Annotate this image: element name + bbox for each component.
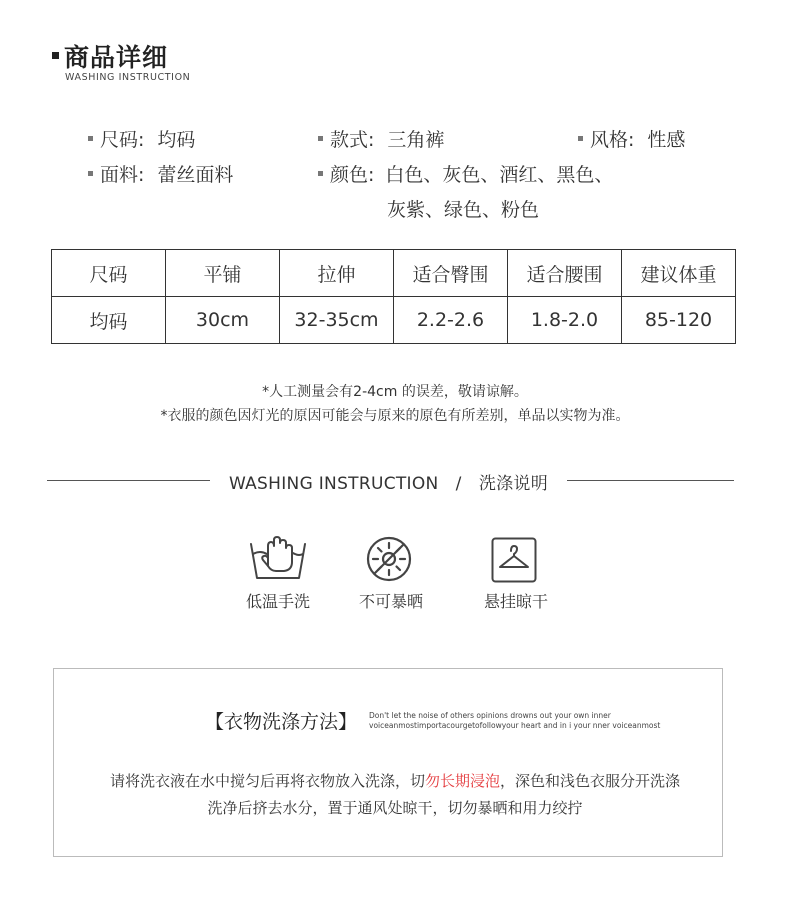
spec-fabric-key: 面料: bbox=[100, 164, 145, 186]
page-title: 商品详细 bbox=[64, 43, 169, 72]
spec-vibe-value: 性感 bbox=[647, 129, 686, 151]
spec-color bbox=[318, 160, 613, 187]
table-cell: 30cm bbox=[166, 297, 280, 344]
bullet-icon bbox=[318, 171, 323, 176]
measurement-note: *人工测量会有2-4cm 的误差，敬请谅解。 bbox=[262, 384, 528, 400]
spec-vibe bbox=[578, 125, 685, 152]
washing-method-line-2: 洗净后挤去水分，置于通风处晾干，切勿暴晒和用力绞拧 bbox=[207, 799, 583, 817]
spec-color-key: 颜色: bbox=[330, 164, 375, 186]
method-text-highlight: 勿长期浸泡 bbox=[424, 772, 500, 790]
divider-right bbox=[567, 480, 734, 481]
washing-method-english bbox=[369, 711, 660, 731]
bullet-icon bbox=[318, 136, 323, 141]
washing-method-box bbox=[53, 668, 723, 857]
title-marker bbox=[52, 52, 59, 59]
hang-dry-label: 悬挂晾干 bbox=[483, 592, 548, 611]
spec-color-value-line1: 白色、灰色、酒红、黑色、 bbox=[385, 164, 614, 186]
spec-fabric bbox=[88, 160, 233, 187]
table-cell: 2.2-2.6 bbox=[394, 297, 508, 344]
divider-left bbox=[47, 480, 210, 481]
method-text-post: ，深色和浅色衣服分开洗涤 bbox=[500, 772, 681, 790]
spec-style-value: 三角裤 bbox=[387, 129, 445, 151]
table-header-cell: 尺码 bbox=[52, 250, 166, 297]
table-header-cell: 适合臀围 bbox=[394, 250, 508, 297]
table-cell: 1.8-2.0 bbox=[508, 297, 622, 344]
spec-style-key: 款式: bbox=[330, 129, 375, 151]
no-sun-icon bbox=[366, 536, 412, 586]
table-header-cell: 平铺 bbox=[166, 250, 280, 297]
bullet-icon bbox=[578, 136, 583, 141]
table-cell: 32-35cm bbox=[280, 297, 394, 344]
spec-style bbox=[318, 125, 444, 152]
table-row bbox=[52, 297, 736, 344]
table-header-cell: 建议体重 bbox=[622, 250, 736, 297]
table-cell: 85-120 bbox=[622, 297, 736, 344]
english-line-2: voiceanmostimportacourgetofollowyour heart and in i your nner voiceanmost bbox=[369, 721, 661, 730]
no-sun-label: 不可暴晒 bbox=[358, 592, 423, 611]
page-subtitle: WASHING INSTRUCTION bbox=[65, 72, 191, 83]
bullet-icon bbox=[88, 136, 93, 141]
english-line-1: Don't let the noise of others opinions drowns out your own inner bbox=[369, 711, 611, 720]
spec-fabric-value: 蕾丝面料 bbox=[157, 164, 234, 186]
table-cell: 均码 bbox=[52, 297, 166, 344]
spec-color-value-line2: 灰紫、绿色、粉色 bbox=[387, 199, 540, 221]
hand-wash-icon bbox=[249, 536, 307, 586]
washing-method-line-1 bbox=[0, 770, 790, 791]
spec-size-value: 均码 bbox=[157, 129, 196, 151]
table-header-cell: 适合腰围 bbox=[508, 250, 622, 297]
washing-method-title: 【衣物洗涤方法】 bbox=[205, 711, 358, 733]
washing-title: WASHING INSTRUCTION / 洗涤说明 bbox=[228, 474, 549, 494]
spec-size bbox=[88, 125, 195, 152]
table-header-cell: 拉伸 bbox=[280, 250, 394, 297]
size-table bbox=[51, 249, 736, 344]
spec-size-key: 尺码: bbox=[100, 129, 145, 151]
method-text-pre: 请将洗衣液在水中搅匀后再将衣物放入洗涤，切 bbox=[109, 772, 425, 790]
hand-wash-label: 低温手洗 bbox=[245, 592, 310, 611]
size-table-header-row bbox=[52, 250, 736, 297]
hang-dry-icon bbox=[491, 537, 537, 587]
spec-vibe-key: 风格: bbox=[590, 129, 635, 151]
color-note: *衣服的颜色因灯光的原因可能会与原来的原色有所差别，单品以实物为准。 bbox=[160, 408, 630, 424]
bullet-icon bbox=[88, 171, 93, 176]
